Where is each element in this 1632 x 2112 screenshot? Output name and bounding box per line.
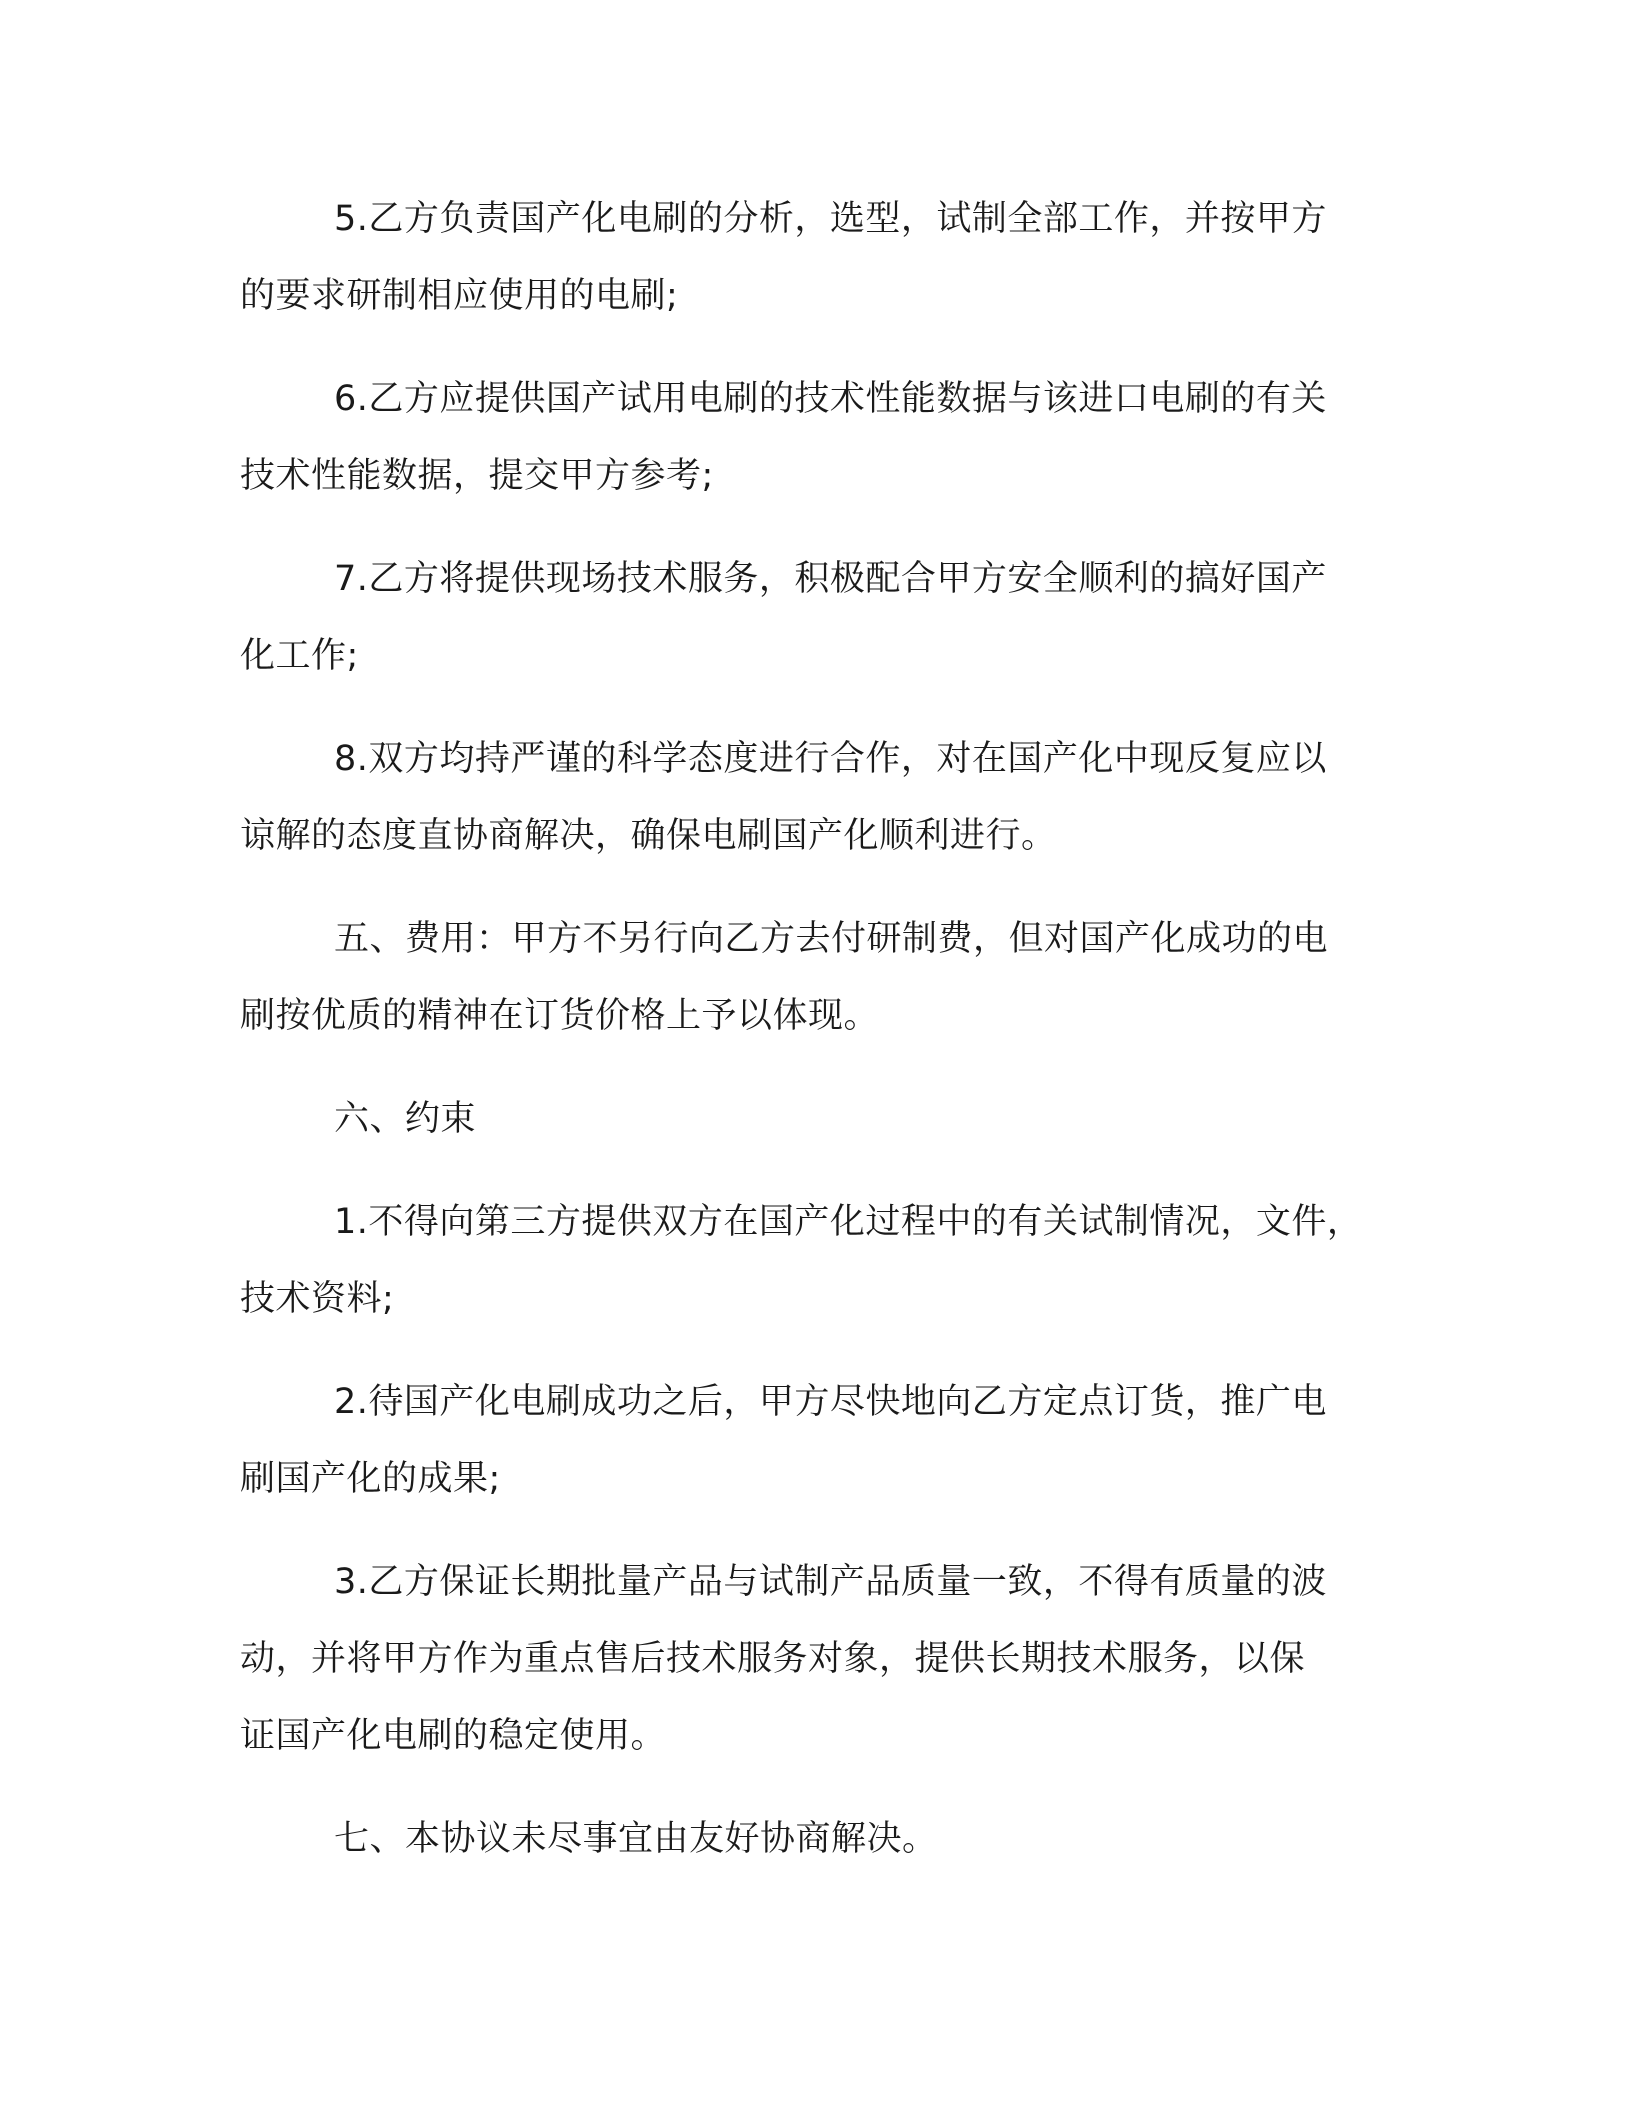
constraint-1-line-1: 1.不得向第三方提供双方在国产化过程中的有关试制情况，文件， <box>334 1202 1363 1242</box>
fees-line-1: 五、费用：甲方不另行向乙方去付研制费，但对国产化成功的电 <box>334 919 1329 959</box>
paragraph-5-line-2: 的要求研制相应使用的电刷; <box>240 276 679 316</box>
constraint-3-line-3: 证国产化电刷的稳定使用。 <box>240 1716 667 1756</box>
paragraph-6-line-1: 6.乙方应提供国产试用电刷的技术性能数据与该进口电刷的有关 <box>334 379 1327 419</box>
constraint-3-line-1: 3.乙方保证长期批量产品与试制产品质量一致，不得有质量的波 <box>334 1562 1327 1602</box>
constraint-3-line-2: 动，并将甲方作为重点售后技术服务对象，提供长期技术服务，以保 <box>240 1639 1306 1679</box>
paragraph-7-line-2: 化工作; <box>240 636 359 676</box>
paragraph-5-line-1: 5.乙方负责国产化电刷的分析，选型，试制全部工作，并按甲方 <box>334 199 1327 239</box>
paragraph-7-line-1: 7.乙方将提供现场技术服务，积极配合甲方安全顺利的搞好国产 <box>334 559 1327 599</box>
paragraph-6-line-2: 技术性能数据，提交甲方参考; <box>240 456 714 496</box>
fees-line-2: 刷按优质的精神在订货价格上予以体现。 <box>240 996 880 1036</box>
constraint-2-line-1: 2.待国产化电刷成功之后，甲方尽快地向乙方定点订货，推广电 <box>334 1382 1327 1422</box>
constraint-1-line-2: 技术资料; <box>240 1279 395 1319</box>
constraint-2-line-2: 刷国产化的成果; <box>240 1459 501 1499</box>
other-matters: 七、本协议未尽事宜由友好协商解决。 <box>334 1819 938 1859</box>
paragraph-8-line-1: 8.双方均持严谨的科学态度进行合作，对在国产化中现反复应以 <box>334 739 1327 779</box>
constraints-heading: 六、约束 <box>334 1099 477 1139</box>
paragraph-8-line-2: 谅解的态度直协商解决，确保电刷国产化顺利进行。 <box>240 816 1057 856</box>
